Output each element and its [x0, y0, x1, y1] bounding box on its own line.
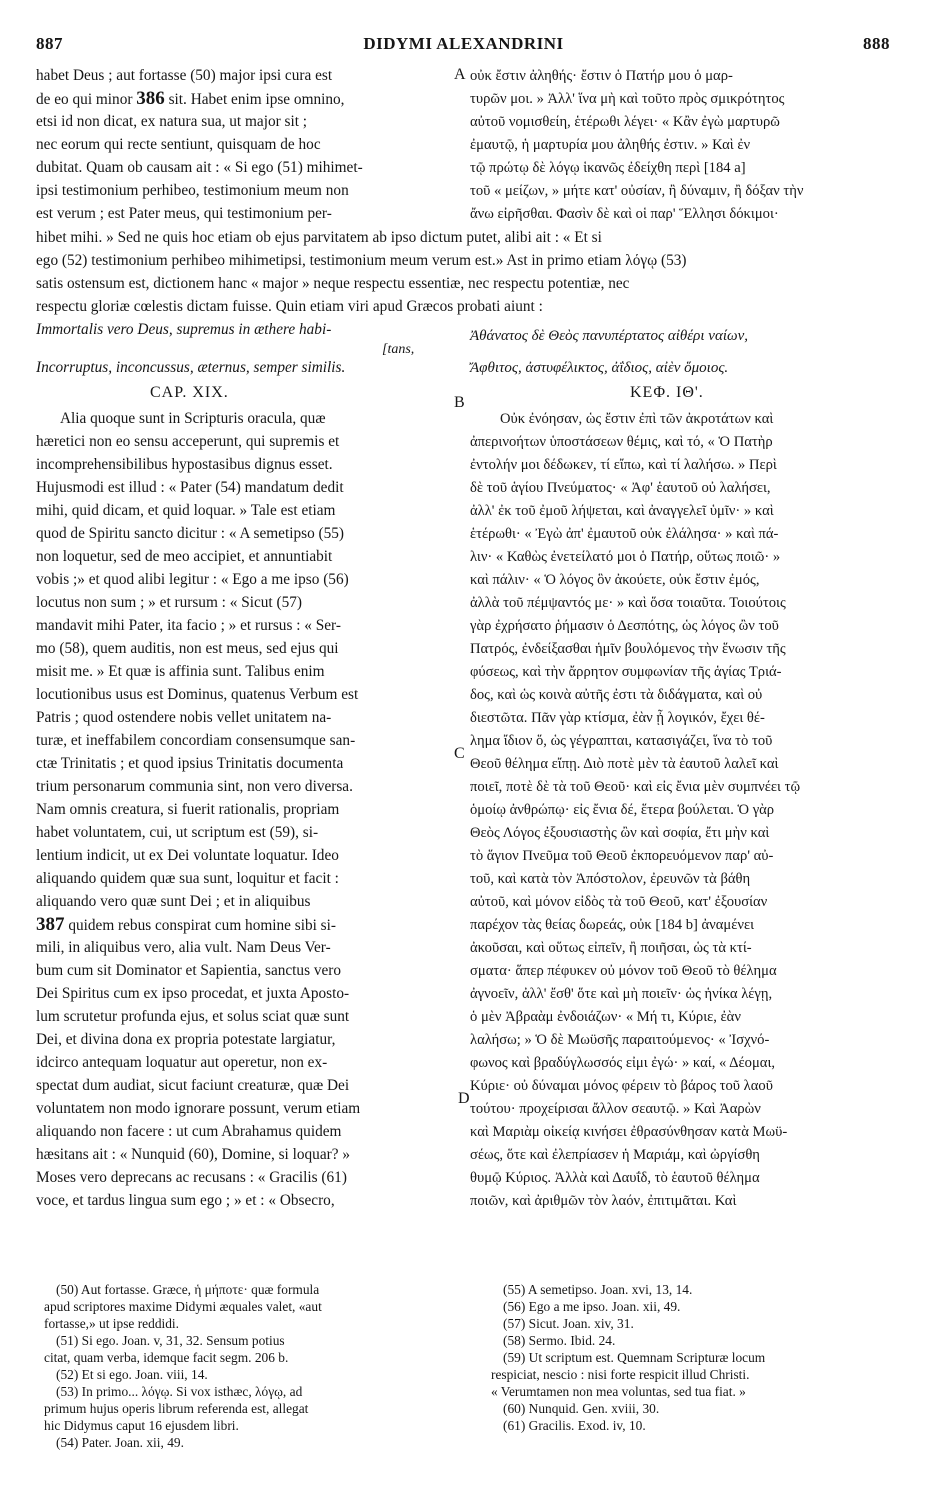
footnote-line: (60) Nunquid. Gen. xviii, 30.	[503, 1401, 660, 1416]
greek-line: δὲ τοῦ ἁγίου Πνεύματος· « Ἀφ' ἑαυτοῦ οὐ λαλήσει,	[470, 480, 771, 496]
latin-line: misit me. » Et quæ is affinia sunt. Talibus enim	[36, 663, 325, 680]
footnote-line: primum hujus operis librum referenda est, allegat	[44, 1401, 309, 1416]
greek-line: Οὐκ ἐνόησαν, ὡς ἔστιν ἐπὶ τῶν ἀκροτάτων καὶ	[500, 411, 774, 427]
latin-line: lum scrutetur profunda ejus, et solus sciat quæ sunt	[36, 1008, 350, 1025]
latin-line: habet Deus ; aut fortasse (50) major ipsi cura est	[36, 67, 333, 84]
greek-line: ὁ μὲν Ἀβραὰμ ἐνδοιάζων· « Μή τι, Κύριε, ἐὰν	[470, 1009, 741, 1025]
greek-line: Πατρός, ἐνδείξασθαι ἡμῖν βουλόμενος τὴν ἕνωσιν τῆς	[470, 641, 786, 657]
greek-line: αὐτοῦ, καὶ μόνον εἰδὸς τὰ τοῦ Θεοῦ, κατ' ἐξουσίαν	[470, 894, 768, 910]
greek-line: ποιεῖ, ποτὲ δὲ τὰ τοῦ Θεοῦ· καὶ εἰς ἔνια μὲν συμπνέει τῷ	[470, 779, 801, 795]
greek-line: ἀλλὰ τοῦ πέμψαντός με· » καὶ ὅσα τοιαῦτα. Τοιούτοις	[470, 595, 786, 611]
greek-line: τυρῶν μοι. » Ἀλλ' ἵνα μὴ καὶ τοῦτο πρὸς σμικρότητος	[470, 91, 785, 107]
latin-line: lentium indicit, ut ex Dei voluntate loquatur. Ideo	[36, 847, 339, 864]
greek-line: λημα ἴδιον ὅ, ὡς γέγραπται, κατασιγάζει, ἵνα τὸ τοῦ	[470, 733, 773, 749]
latin-line: habet voluntatem, cui, ut scriptum est (59), si-	[36, 824, 319, 841]
latin-line: vobis ;» et quod alibi legitur : « Ego a me ipso (56)	[36, 571, 349, 588]
latin-line: est verum ; est Pater meus, qui testimonium per-	[36, 205, 332, 222]
latin-line: Dei, et divina dona ex propria potestate largiatur,	[36, 1031, 336, 1048]
footnote-line: (51) Si ego. Joan. v, 31, 32. Sensum potius	[56, 1333, 285, 1348]
greek-line: τοῦ, καὶ κατὰ τὸν Ἀπόστολον, ἐρευνῶν τὰ βάθη	[470, 871, 751, 887]
column-number-386: 386	[136, 88, 165, 109]
footnote-line: (50) Aut fortasse. Græce, ἡ μήποτε· quæ formula	[56, 1282, 320, 1297]
greek-line: ποιῶν, καὶ ἀριθμῶν τὸν λαόν, ἐπιτιμᾶται. Καὶ	[470, 1193, 737, 1209]
full-line: respectu gloriæ cœlestis dictam fuisse. Quin etiam viri apud Græcos probati aiunt :	[36, 298, 543, 315]
greek-line: Κύριε· οὐ δύναμαι μόνος φέρειν τὸ βάρος τοῦ λαοῦ	[470, 1078, 773, 1094]
latin-line: turæ, et ineffabilem concordiam consensumque san-	[36, 732, 356, 749]
greek-line: λιν· « Καθὼς ἐνετείλατό μοι ὁ Πατήρ, οὕτως ποιῶ· »	[470, 549, 781, 565]
column-number-387: 387	[36, 914, 65, 935]
margin-letter-b: B	[454, 394, 465, 411]
greek-line: ἀλλ' ἐκ τοῦ ἐμοῦ λήψεται, καὶ ἀναγγελεῖ ὑμῖν· » καὶ	[470, 503, 774, 519]
footnote-line: citat, quam verba, idemque facit segm. 206 b.	[44, 1350, 289, 1365]
verse-line-carry: [tans,	[382, 342, 415, 357]
greek-line: σματα· ἅπερ πέφυκεν οὐ μόνον τοῦ Θεοῦ τὸ θέλημα	[470, 963, 777, 979]
footnote-line: (52) Et si ego. Joan. viii, 14.	[56, 1367, 208, 1382]
latin-line: mandavit mihi Pater, ita facio ; » et rursus : « Ser-	[36, 617, 341, 634]
greek-line: Θεοῦ θέλημα εἴπῃ. Διὸ ποτὲ μὲν τὰ ἑαυτοῦ λαλεῖ καὶ	[470, 756, 779, 772]
margin-letter-a: A	[454, 66, 466, 83]
latin-line: hæsitans ait : « Nunquid (60), Domine, si loquar? »	[36, 1146, 350, 1163]
latin-line: locutionibus usus est Dominus, quatenus Verbum est	[36, 686, 359, 703]
latin-line	[36, 915, 448, 936]
latin-line: ipsi testimonium perhibeo, testimonium meum non	[36, 182, 349, 199]
latin-line	[36, 89, 448, 110]
margin-letter-d: D	[458, 1090, 470, 1107]
latin-line: mili, in aliquibus vero, alia vult. Nam Deus Ver-	[36, 939, 331, 956]
full-line: ego (52) testimonium perhibeo mihimetipsi, testimonium meum verum est.» Ast in primo etiam λόγῳ (53)	[36, 252, 687, 269]
margin-letter-c: C	[454, 745, 465, 762]
greek-line: τούτου· προχείρισαι ἄλλον σεαυτῷ. » Καὶ Ἀαρὼν	[470, 1101, 761, 1117]
greek-line: λαλήσω; » Ὁ δὲ Μωϋσῆς παραιτούμενος· « Ἰσχνό-	[470, 1032, 770, 1048]
latin-line: non loquetur, sed de meo accipiet, et annuntiabit	[36, 548, 333, 565]
greek-line: οὐκ ἔστιν ἀληθής· ἔστιν ὁ Πατήρ μου ὁ μαρ-	[470, 68, 733, 84]
greek-line: ἑτέρωθι· « Ἐγὼ ἀπ' ἐμαυτοῦ οὐκ ἐλάλησα· » καὶ πά-	[470, 526, 779, 542]
chapter-heading-latin: CAP. XIX.	[150, 384, 229, 401]
latin-line: idcirco antequam loquatur aut operetur, non ex-	[36, 1054, 328, 1071]
latin-line: Nam omnis creatura, si fuerit rationalis, propriam	[36, 801, 340, 818]
verse-line: Incorruptus, inconcussus, æternus, semper similis.	[36, 359, 346, 376]
latin-line: Dei Spiritus cum ex ipso procedat, et juxta Aposto-	[36, 985, 350, 1002]
footnote-line: (55) A semetipso. Joan. xvi, 13, 14.	[503, 1282, 693, 1297]
latin-line: mihi, quid dicam, et quid loquar. » Tale est etiam	[36, 502, 336, 519]
latin-line: Patris ; quod ostendere nobis vellet unitatem na-	[36, 709, 332, 726]
greek-line: διεστῶτα. Πᾶν γὰρ κτίσμα, ἐὰν ᾖ λογικόν, ἔχει θέ-	[470, 710, 765, 726]
latin-line: aliquando non facere : ut cum Abrahamus quidem	[36, 1123, 342, 1140]
latin-line: incomprehensibilibus hypostasibus dignus esset.	[36, 456, 333, 473]
greek-line: ἐντολήν μοι δέδωκεν, τί εἴπω, καὶ τί λαλήσω. » Περὶ	[470, 457, 777, 473]
greek-line: ἀκοῦσαι, καὶ οὕτως εἰπεῖν, ἢ ποιῆσαι, ὡς τὰ κτί-	[470, 940, 752, 956]
footnote-line: apud scriptores maxime Didymi æquales valet, «aut	[44, 1299, 322, 1314]
latin-line: Hujusmodi est illud : « Pater (54) mandatum dedit	[36, 479, 344, 496]
latin-line-tail: quidem rebus conspirat cum homine sibi si-	[68, 917, 336, 934]
greek-line: φωνος καὶ βραδύγλωσσός εἰμι ἐγώ· » καί, « Δέομαι,	[470, 1055, 776, 1071]
latin-line: aliquando quidem quæ sua sunt, loquitur et facit :	[36, 870, 339, 887]
latin-line: locutus non sum ; » et rursum : « Sicut (57)	[36, 594, 302, 611]
full-line: satis ostensum est, dictionem hanc « major » neque respectu essentiæ, nec respectu potentiæ, nec	[36, 275, 630, 292]
latin-line-tail: sit. Habet enim ipse omnino,	[168, 91, 345, 108]
greek-line: ἄνω εἰρῆσθαι. Φασὶν δὲ καὶ οἱ παρ' Ἕλλησι δόκιμοι·	[470, 206, 779, 222]
footnote-line: (61) Gracilis. Exod. iv, 10.	[503, 1418, 646, 1433]
footnote-line: hic Didymus caput 16 ejusdem libri.	[44, 1418, 239, 1433]
greek-line: ὁμοίῳ ἀνθρώπῳ· εἰς ἔνια δέ, ἕτερα βούλεται. Ὁ γὰρ	[470, 802, 775, 818]
latin-line: ctæ Trinitatis ; et quod ipsius Trinitatis documenta	[36, 755, 344, 772]
greek-line: αὐτοῦ νομισθείη, ἑτέρωθι λέγει· « Κἂν ἐγὼ μαρτυρῶ	[470, 114, 780, 130]
latin-line: etsi id non dicat, ex natura sua, ut major sit ;	[36, 113, 308, 130]
full-line: hibet mihi. » Sed ne quis hoc etiam ob ejus parvitatem ab ipso dictum putet, alibi ait : « Et si	[36, 229, 602, 246]
greek-line: τὸ ἅγιον Πνεῦμα τοῦ Θεοῦ ἐκπορευόμενον παρ' αὐ-	[470, 848, 774, 864]
latin-line-head: de eo qui minor	[36, 91, 133, 108]
footnote-line: (54) Pater. Joan. xii, 49.	[56, 1435, 184, 1450]
greek-line: ἀγνοεῖν, ἀλλ' ἔσθ' ὅτε καὶ μὴ ποιεῖν· ὡς ἡνίκα λέγῃ,	[470, 986, 773, 1002]
latin-line: spectat dum audiat, sicut faciunt creaturæ, quæ Dei	[36, 1077, 350, 1094]
footnote-line: (56) Ego a me ipso. Joan. xii, 49.	[503, 1299, 681, 1314]
greek-line: ἐμαυτῷ, ἡ μαρτυρία μου ἀληθής ἐστιν. » Καὶ ἐν	[470, 137, 751, 153]
latin-line: hæretici non eo sensu acceperunt, qui supremis et	[36, 433, 340, 450]
latin-line: voluntatem non modo ignorare possunt, verum etiam	[36, 1100, 361, 1117]
footnote-line: respiciat, nescio : nisi forte respicit illud Christi.	[491, 1367, 750, 1382]
latin-line: aliquando vero quæ sunt Dei ; et in aliquibus	[36, 893, 311, 910]
latin-line: bum cum sit Dominator et Sapientia, sanctus vero	[36, 962, 342, 979]
footnote-line: (53) In primo... λόγῳ. Si vox isthæc, λόγῳ, ad	[56, 1384, 303, 1399]
verse-line: Ἄφθιτος, ἀστυφέλικτος, ἀΐδιος, αἰὲν ὅμοιος.	[470, 360, 729, 376]
page-number-left: 887	[36, 34, 63, 53]
greek-line: σέως, ὅτε καὶ ἐλεπρίασεν ἡ Μαριάμ, καὶ ὠργίσθη	[470, 1147, 760, 1163]
latin-line: voce, et tardus lingua sum ego ; » et : « Obsecro,	[36, 1192, 335, 1209]
latin-line: trium personarum communia sint, non vero diversa.	[36, 778, 353, 795]
greek-line: δος, καὶ ὡς κοινὰ αὐτῆς ἐστι τὰ διδάγματα, καὶ οὐ	[470, 687, 763, 703]
latin-line: dubitat. Quam ob causam ait : « Si ego (51) mihimet-	[36, 159, 363, 176]
page-number-right: 888	[863, 34, 890, 53]
footnote-line: (59) Ut scriptum est. Quemnam Scripturæ locum	[503, 1350, 766, 1365]
running-title: DIDYMI ALEXANDRINI	[363, 34, 564, 53]
verse-line: Immortalis vero Deus, supremus in æthere habi-	[36, 321, 332, 338]
greek-line: τῷ πρώτῳ δὲ λόγῳ ἱκανῶς ἐδείχθη περὶ [184 a]	[470, 160, 746, 176]
greek-line: φύσεως, καὶ τὴν ἄρρητον συμφωνίαν τῆς ἁγίας Τριά-	[470, 664, 782, 680]
latin-line: mo (58), quem auditis, non est meus, sed ejus qui	[36, 640, 339, 657]
latin-line: Moses vero deprecans ac recusans : « Gracilis (61)	[36, 1169, 347, 1186]
footnote-line: fortasse,» ut ipse reddidi.	[44, 1316, 179, 1331]
footnote-line: (58) Sermo. Ibid. 24.	[503, 1333, 616, 1348]
chapter-heading-greek: ΚΕΦ. ΙΘ'.	[630, 384, 704, 401]
greek-line: γὰρ ἐχρήσατο ῥήμασιν ὁ Δεσπότης, ὡς λόγος ὢν τοῦ	[470, 618, 779, 634]
greek-line: καὶ Μαριὰμ οἰκείᾳ κινήσει ἐθρασύνθησαν κατὰ Μωϋ-	[470, 1124, 788, 1140]
greek-line: παρέχον τὰς θείας δωρεάς, οὐκ [184 b] ἀναμένει	[470, 917, 755, 933]
greek-line: θυμῷ Κύριος. Ἀλλὰ καὶ Δαυΐδ, τὸ ἑαυτοῦ θέλημα	[470, 1170, 760, 1186]
greek-line: τοῦ « μείζων, » μήτε κατ' οὐσίαν, ἢ δύναμιν, ἢ δόξαν τὴν	[470, 183, 804, 199]
verse-line: Ἀθάνατος δὲ Θεὸς πανυπέρτατος αἰθέρι ναίων,	[470, 328, 748, 344]
greek-line: ἀπερινοήτων ὑποστάσεων θέμις, καὶ τό, « Ὁ Πατὴρ	[470, 434, 773, 450]
footnote-line: (57) Sicut. Joan. xiv, 31.	[503, 1316, 634, 1331]
latin-line: quod de Spiritu sancto dicitur : « A semetipso (55)	[36, 525, 345, 542]
greek-line: καὶ πάλιν· « Ὁ λόγος ὃν ἀκούετε, οὐκ ἔστιν ἐμός,	[470, 572, 760, 588]
footnote-line: « Verumtamen non mea voluntas, sed tua fiat. »	[491, 1384, 746, 1399]
latin-line: nec eorum qui recte sentiunt, quisquam de hoc	[36, 136, 321, 153]
greek-line: Θεὸς Λόγος ἐξουσιαστὴς ὢν καὶ σοφία, ἔτι μὴν καὶ	[470, 825, 770, 841]
latin-line: Alia quoque sunt in Scripturis oracula, quæ	[60, 410, 326, 427]
